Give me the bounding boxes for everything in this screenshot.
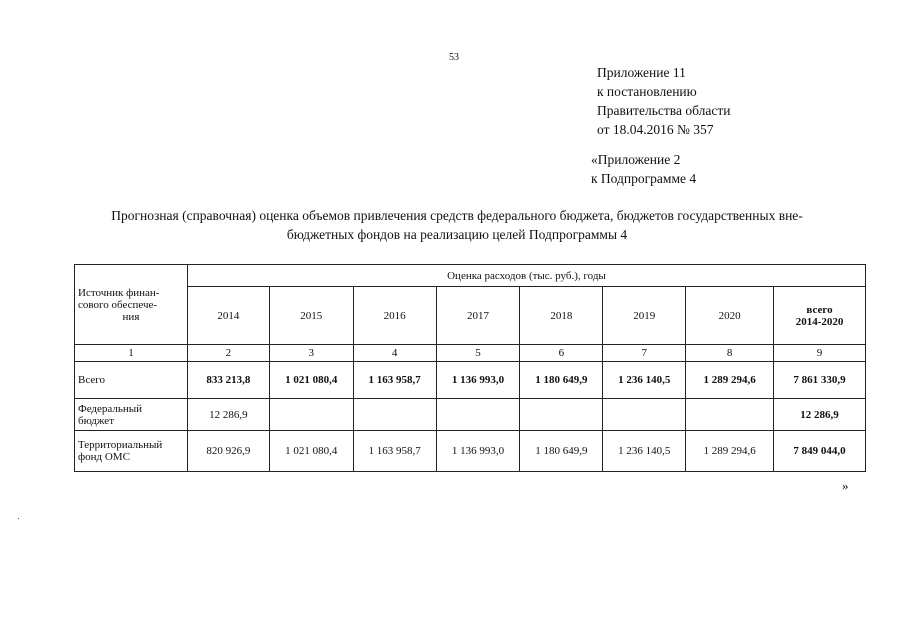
column-number: 5 [436, 345, 520, 362]
row-value: 1 021 080,4 [269, 431, 353, 472]
row-value: 1 289 294,6 [686, 431, 774, 472]
row-value [603, 399, 686, 431]
row-value: 1 163 958,7 [353, 431, 436, 472]
funding-table [74, 264, 866, 472]
row-source: Федеральный бюджет [75, 399, 188, 431]
row-value [436, 399, 520, 431]
column-number: 9 [774, 345, 866, 362]
document-title [62, 206, 852, 244]
page-number: 53 [449, 52, 459, 63]
row-value: 1 236 140,5 [603, 431, 686, 472]
row-value: 1 236 140,5 [603, 362, 686, 399]
row-value: 12 286,9 [187, 399, 269, 431]
appendix-line: к постановлению [597, 84, 697, 99]
scan-speck [18, 518, 19, 519]
row-value: 1 021 080,4 [269, 362, 353, 399]
row-value [353, 399, 436, 431]
year-header: 2018 [520, 287, 603, 345]
row-source: Всего [75, 362, 188, 399]
row-value: 1 289 294,6 [686, 362, 774, 399]
row-value [686, 399, 774, 431]
appendix-line: Правительства области [597, 103, 731, 118]
column-number: 1 [75, 345, 188, 362]
column-number: 2 [187, 345, 269, 362]
year-header: 2017 [436, 287, 520, 345]
expense-group-header: Оценка расходов (тыс. руб.), годы [187, 265, 865, 287]
column-number: 3 [269, 345, 353, 362]
column-number: 8 [686, 345, 774, 362]
row-value [520, 399, 603, 431]
row-total: 7 861 330,9 [774, 362, 866, 399]
row-value: 820 926,9 [187, 431, 269, 472]
appendix-reference [597, 63, 730, 139]
closing-quote: » [842, 478, 849, 493]
column-number: 7 [603, 345, 686, 362]
row-source: Территориальный фонд ОМС [75, 431, 188, 472]
title-line-1: Прогнозная (справочная) оценка объемов привлечения средств федерального бюджета, бюджетов государственных вне- [111, 208, 803, 223]
table-row [75, 362, 866, 399]
year-header: 2014 [187, 287, 269, 345]
table-row [75, 431, 866, 472]
year-header: 2019 [603, 287, 686, 345]
row-value: 833 213,8 [187, 362, 269, 399]
row-value: 1 136 993,0 [436, 431, 520, 472]
total-header: всего 2014-2020 [774, 287, 866, 345]
row-value: 1 136 993,0 [436, 362, 520, 399]
appendix2-line: «Приложение 2 [591, 152, 681, 167]
appendix-line: от 18.04.2016 № 357 [597, 122, 714, 137]
row-value: 1 180 649,9 [520, 362, 603, 399]
appendix-line: Приложение 11 [597, 65, 686, 80]
year-header: 2020 [686, 287, 774, 345]
row-value: 1 180 649,9 [520, 431, 603, 472]
year-header: 2015 [269, 287, 353, 345]
title-line-2: бюджетных фондов на реализацию целей Подпрограммы 4 [286, 227, 628, 242]
column-number: 6 [520, 345, 603, 362]
row-value [269, 399, 353, 431]
subprogram-appendix [591, 150, 696, 188]
column-number: 4 [353, 345, 436, 362]
table-row [75, 399, 866, 431]
appendix2-line: к Подпрограмме 4 [591, 171, 697, 186]
source-header: Источник финан- сового обеспече- ния [75, 265, 188, 345]
row-total: 7 849 044,0 [774, 431, 866, 472]
year-header: 2016 [353, 287, 436, 345]
row-value: 1 163 958,7 [353, 362, 436, 399]
row-total: 12 286,9 [774, 399, 866, 431]
